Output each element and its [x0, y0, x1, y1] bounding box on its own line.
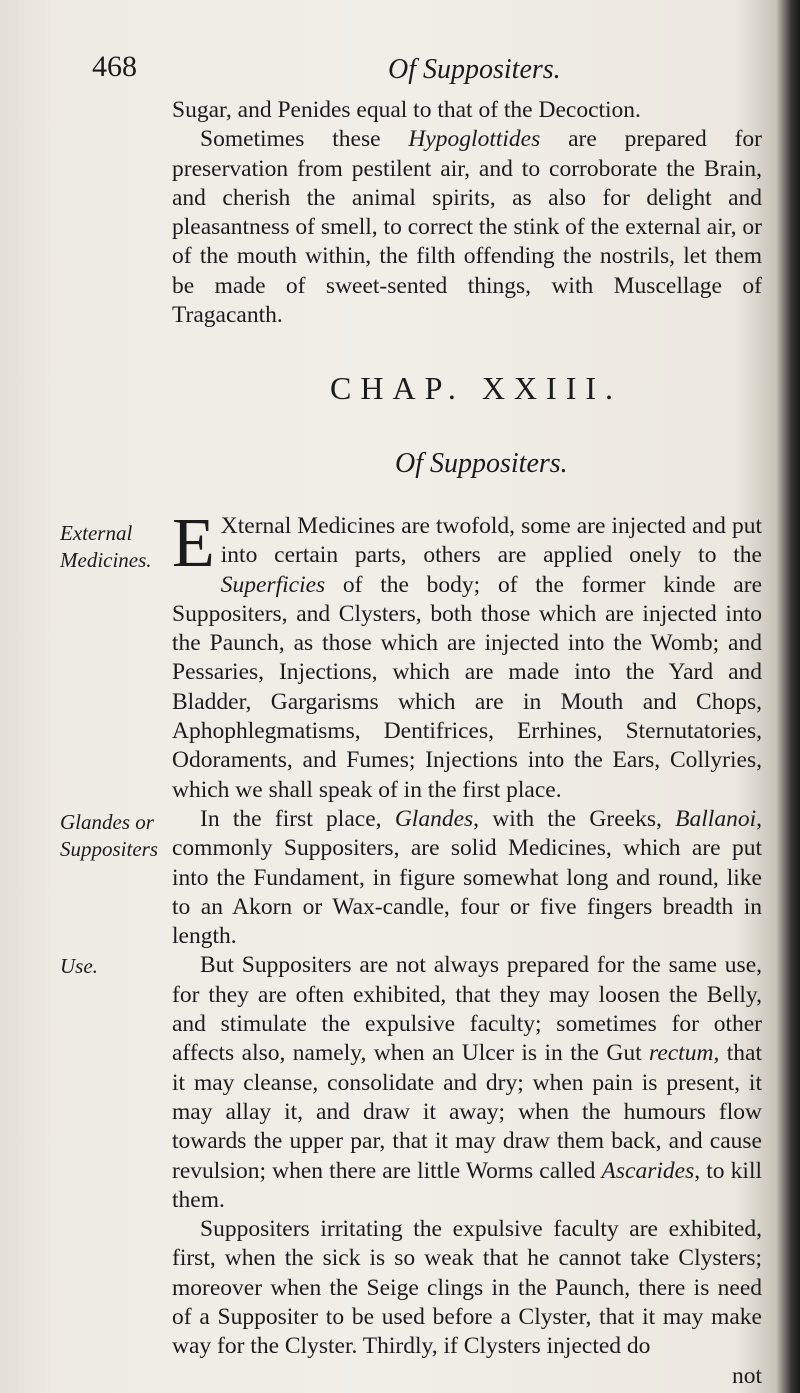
page-header — [0, 50, 780, 90]
page-number: 468 — [92, 50, 137, 83]
margin-note-external-medicines — [60, 520, 170, 574]
italic-term-glandes: Glandes — [394, 805, 474, 832]
paragraph-irritating: Suppositers irritating the expulsive faculty are exhibited, first, when the sick is so weak that he cannot take Clysters; moreover when the Seige clings in the Paunch, there is need of a Suppositer to be used before a Clyster, that it may make way for the Clyster. Thirdly, if Clysters injected do — [172, 1216, 762, 1360]
text-run: Xternal Medicines are twofold, some are injected and put into certain parts, others are applied onely to the — [220, 513, 762, 569]
text-run: of the body; of the former kinde are Suppositers, and Clysters, both those which are injected into the Paunch, as those which are injected into the Womb; and Pessaries, Injections, which are made into the Yard and Bladder, Gargarisms which are in Mouth and Chops, Aphophlegmatisms, Dentifrices, Errhines, Sternutatories, Odoraments, and Fumes; Injections into the Ears, Collyries, which we shall speak of in the first place. — [172, 571, 762, 803]
italic-term-ascarides: Ascarides — [601, 1157, 695, 1184]
paragraph-sugar: Sugar, and Penides equal to that of the Decoction. — [172, 97, 641, 123]
paragraph-glandes — [172, 805, 762, 951]
top-text-block — [172, 96, 762, 330]
running-title: Of Suppositers. — [388, 54, 561, 85]
paragraph-hypoglottides — [172, 125, 762, 330]
italic-term-ballanoi: Ballanoi — [675, 805, 757, 832]
text-run: , commonly Suppositers, are solid Medicines, which are put into the Fundament, in figure somewhat long and round, like to an Akorn or Wax-candle, four or five fingers breadth in length. — [172, 805, 762, 950]
margin-note-use: Use. — [60, 954, 98, 978]
margin-note-line: External — [60, 521, 133, 545]
paragraph-use — [172, 951, 762, 1215]
text-run: Sometimes these — [200, 126, 409, 153]
paragraph-external-medicines — [172, 505, 762, 805]
text-run: But Suppositers are not always prepared for the same use, for they are often exhibited, that they may loosen the Belly, and stimulate the expulsive faculty; sometimes for other affects also, namely, when an Ulcer is in the Gut — [172, 952, 762, 1067]
italic-term-superficies: Superficies — [220, 571, 326, 598]
catchword: not — [731, 1362, 762, 1389]
text-run: , to kill them. — [172, 1157, 762, 1213]
text-run: , that it may cleanse, consolidate and dry; when pain is present, it may allay it, and draw it away; when the humours flow towards the upper par, that it may draw them back, and cause revulsion; when there are little Worms called — [172, 1040, 762, 1184]
drop-cap: E — [172, 505, 215, 582]
book-spine-shadow — [782, 0, 800, 1393]
margin-note-line: Suppositers — [60, 837, 159, 861]
text-run: In the first place, — [200, 805, 395, 832]
main-text-block — [172, 505, 762, 1391]
chapter-subtitle: Of Suppositers. — [395, 448, 568, 479]
margin-note-line: Medicines. — [60, 548, 152, 572]
text-run: are prepared for preservation from pestilent air, and to corroborate the Brain, and cherish the animal spirits, as also for delight and pleasantness of smell, to correct the stink of the external air, or of the mouth within, the filth offending the nostrils, let them be made of sweet-sented things, with Muscellage of Tragacanth. — [172, 126, 762, 329]
italic-term-hypoglottides: Hypoglottides — [408, 126, 541, 153]
text-run: , with the Greeks, — [473, 805, 676, 832]
margin-note-line: Glandes or — [60, 810, 154, 834]
chapter-heading: CHAP. XXIII. — [330, 370, 622, 406]
italic-term-rectum: rectum — [649, 1040, 714, 1067]
margin-note-glandes — [60, 809, 170, 863]
